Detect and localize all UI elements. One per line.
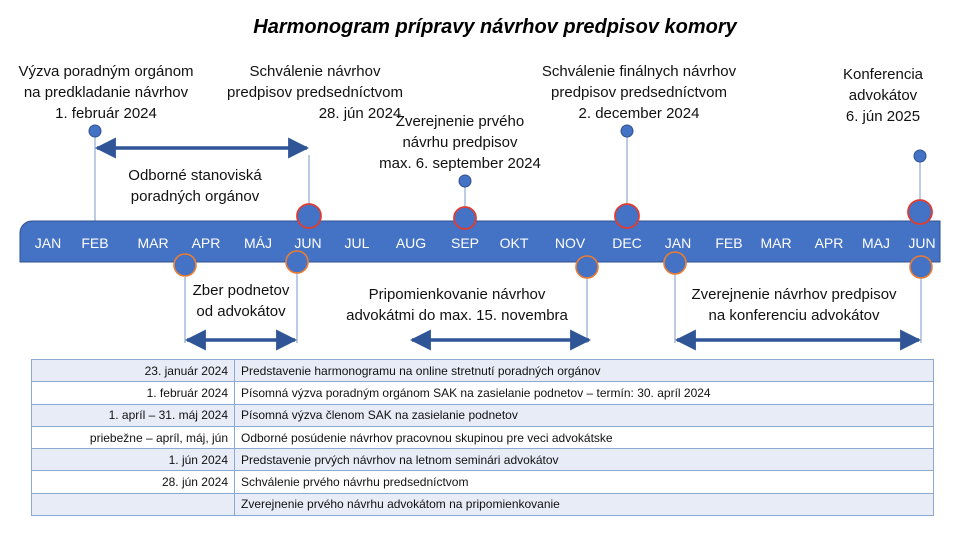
row-date: 23. január 2024 (32, 360, 235, 382)
milestone-dot-dec (621, 125, 633, 137)
milestone-circle-jun-2025-low (910, 256, 932, 278)
page-title: Harmonogram prípravy návrhov predpisov komory (253, 16, 737, 38)
month-label: SEP (450, 235, 480, 251)
milestone-dot-feb (89, 125, 101, 137)
table-row (32, 493, 934, 515)
milestone-circle-jun-low (286, 251, 308, 273)
row-description: Predstavenie harmonogramu na online stretnutí poradných orgánov (235, 360, 934, 382)
table-row (32, 426, 934, 448)
label-zber: Zber podnetov od advokátov (192, 282, 290, 320)
month-label: JAN (34, 235, 62, 251)
month-label: MAJ (862, 235, 890, 251)
table-row (32, 449, 934, 471)
milestone-circle-apr (174, 254, 196, 276)
row-date: 1. jún 2024 (32, 449, 235, 471)
table-row (32, 360, 934, 382)
row-description: Schválenie prvého návrhu predsedníctvom (235, 471, 934, 493)
milestone-circle-jun-2025 (908, 200, 932, 224)
label-vyzva: Výzva poradným orgánom na predkladanie návrhov 1. február 2024 (18, 63, 194, 122)
milestone-dot-sep (459, 175, 471, 187)
month-label: OKT (499, 235, 529, 251)
month-label: JAN (664, 235, 692, 251)
month-label: APR (814, 235, 844, 251)
label-schvalenie: Schválenie návrhov predpisov predsedníctvom 28. jún 2024 (227, 63, 403, 122)
month-label: JUN (294, 235, 322, 251)
table-row (32, 404, 934, 426)
milestone-dot-jun-2025 (914, 150, 926, 162)
month-label: MAR (137, 235, 169, 251)
milestone-circle-nov (576, 256, 598, 278)
month-label: FEB (715, 235, 743, 251)
row-description: Odborné posúdenie návrhov pracovnou skupinou pre veci advokátske (235, 426, 934, 448)
month-label: AUG (395, 235, 427, 251)
label-konferencia: Konferencia advokátov 6. jún 2025 (842, 66, 924, 125)
milestone-circle-jun (297, 204, 321, 228)
month-label: FEB (81, 235, 109, 251)
row-date: 1. február 2024 (32, 382, 235, 404)
row-date: 1. apríl – 31. máj 2024 (32, 404, 235, 426)
table-row (32, 382, 934, 404)
milestone-circle-jan-2025 (664, 252, 686, 274)
label-zverejnenie-navrhov: Zverejnenie návrhov predpisov na konferenciu advokátov (691, 286, 897, 324)
row-date: 28. jún 2024 (32, 471, 235, 493)
month-label: JUL (344, 235, 370, 251)
row-description: Písomná výzva poradným orgánom SAK na zasielanie podnetov – termín: 30. apríl 2024 (235, 382, 934, 404)
month-label: JUN (908, 235, 936, 251)
label-zverejnenie-prveho: Zverejnenie prvého návrhu predpisov max. 6. september 2024 (379, 113, 541, 172)
month-label: MAR (760, 235, 792, 251)
row-description: Písomná výzva členom SAK na zasielanie podnetov (235, 404, 934, 426)
schedule-table (31, 359, 934, 516)
row-date: priebežne – apríl, máj, jún (32, 426, 235, 448)
month-label: NOV (554, 235, 586, 251)
label-schvalenie-finalnych: Schválenie finálnych návrhov predpisov predsedníctvom 2. december 2024 (541, 63, 737, 122)
month-label: MÁJ (244, 235, 272, 251)
row-description: Predstavenie prvých návrhov na letnom seminári advokátov (235, 449, 934, 471)
milestone-circle-dec (615, 204, 639, 228)
month-label: APR (191, 235, 221, 251)
label-odborne: Odborné stanoviská poradných orgánov (128, 167, 262, 205)
milestone-circle-sep (454, 207, 476, 229)
label-pripomienkovanie: Pripomienkovanie návrhov advokátmi do max. 15. novembra (346, 286, 568, 324)
month-label: DEC (612, 235, 642, 251)
row-description: Zverejnenie prvého návrhu advokátom na pripomienkovanie (235, 493, 934, 515)
row-date (32, 493, 235, 515)
table-row (32, 471, 934, 493)
